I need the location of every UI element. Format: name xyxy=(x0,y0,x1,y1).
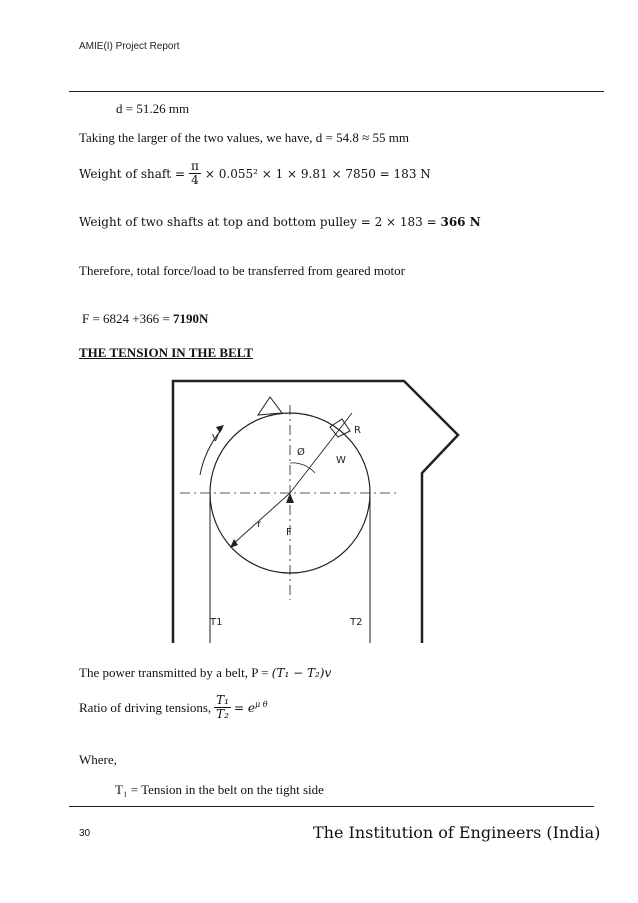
d-value-line: d = 51.26 mm xyxy=(116,101,190,116)
angle-arc xyxy=(290,463,315,473)
label-phi: Ø xyxy=(297,447,305,458)
belt-element-top xyxy=(258,397,282,415)
two-shafts-result: 366 N xyxy=(440,215,481,229)
power-line xyxy=(79,664,331,682)
header-rule xyxy=(69,91,604,92)
ratio-fraction xyxy=(214,694,231,721)
footer-rule xyxy=(69,806,594,807)
housing-outline xyxy=(173,381,458,643)
fraction-denominator: 4 xyxy=(191,173,199,188)
weight-shaft-equation xyxy=(79,160,431,187)
force-equation: F = 6824 +366 = xyxy=(82,311,173,326)
page-number: 30 xyxy=(79,828,91,839)
therefore-line: Therefore, total force/load to be transferred from geared motor xyxy=(79,263,405,278)
ratio-numerator: T₁ xyxy=(216,693,229,707)
label-r-upper: R xyxy=(354,425,361,436)
institution-name: The Institution of Engineers (India) xyxy=(313,823,601,842)
two-shafts-label: Weight of two shafts at top and bottom pulley = 2 × 183 = xyxy=(79,215,441,229)
ratio-exponent: μ θ xyxy=(254,700,268,710)
belt-tension-figure xyxy=(160,375,470,645)
weight-shaft-expression: × 0.055² × 1 × 9.81 × 7850 = 183 N xyxy=(204,166,431,181)
label-v: V xyxy=(212,433,219,444)
label-t1: T1 xyxy=(210,617,223,628)
ratio-rhs-base: = e xyxy=(234,701,255,716)
power-expression: (T₁ − T₂)v xyxy=(271,666,332,680)
force-line xyxy=(82,311,208,327)
fraction-numerator: π xyxy=(191,159,199,173)
label-r: r xyxy=(257,519,262,530)
t1-definition: T₁ = Tension in the belt on the tight side xyxy=(115,782,324,797)
pi-over-4-fraction xyxy=(189,160,201,187)
weight-shaft-label: Weight of shaft = xyxy=(79,166,185,181)
force-result: 7190N xyxy=(172,311,209,326)
power-label: The power transmitted by a belt, P = xyxy=(79,665,272,680)
where-line: Where, xyxy=(79,752,117,767)
ratio-rhs xyxy=(234,700,268,715)
ratio-line xyxy=(79,694,268,721)
ratio-label: Ratio of driving tensions, xyxy=(79,699,212,715)
velocity-arrowhead xyxy=(216,425,224,433)
header-title: AMIE(I) Project Report xyxy=(79,41,180,52)
ratio-denominator: T₂ xyxy=(216,707,229,722)
force-arrowhead xyxy=(286,493,294,503)
larger-value-line: Taking the larger of the two values, we have, d = 54.8 ≈ 55 mm xyxy=(79,130,409,145)
label-f: F xyxy=(286,527,292,538)
label-w: W xyxy=(336,455,346,466)
two-shafts-line xyxy=(79,215,481,229)
section-heading: THE TENSION IN THE BELT xyxy=(79,345,253,360)
label-t2: T2 xyxy=(350,617,363,628)
